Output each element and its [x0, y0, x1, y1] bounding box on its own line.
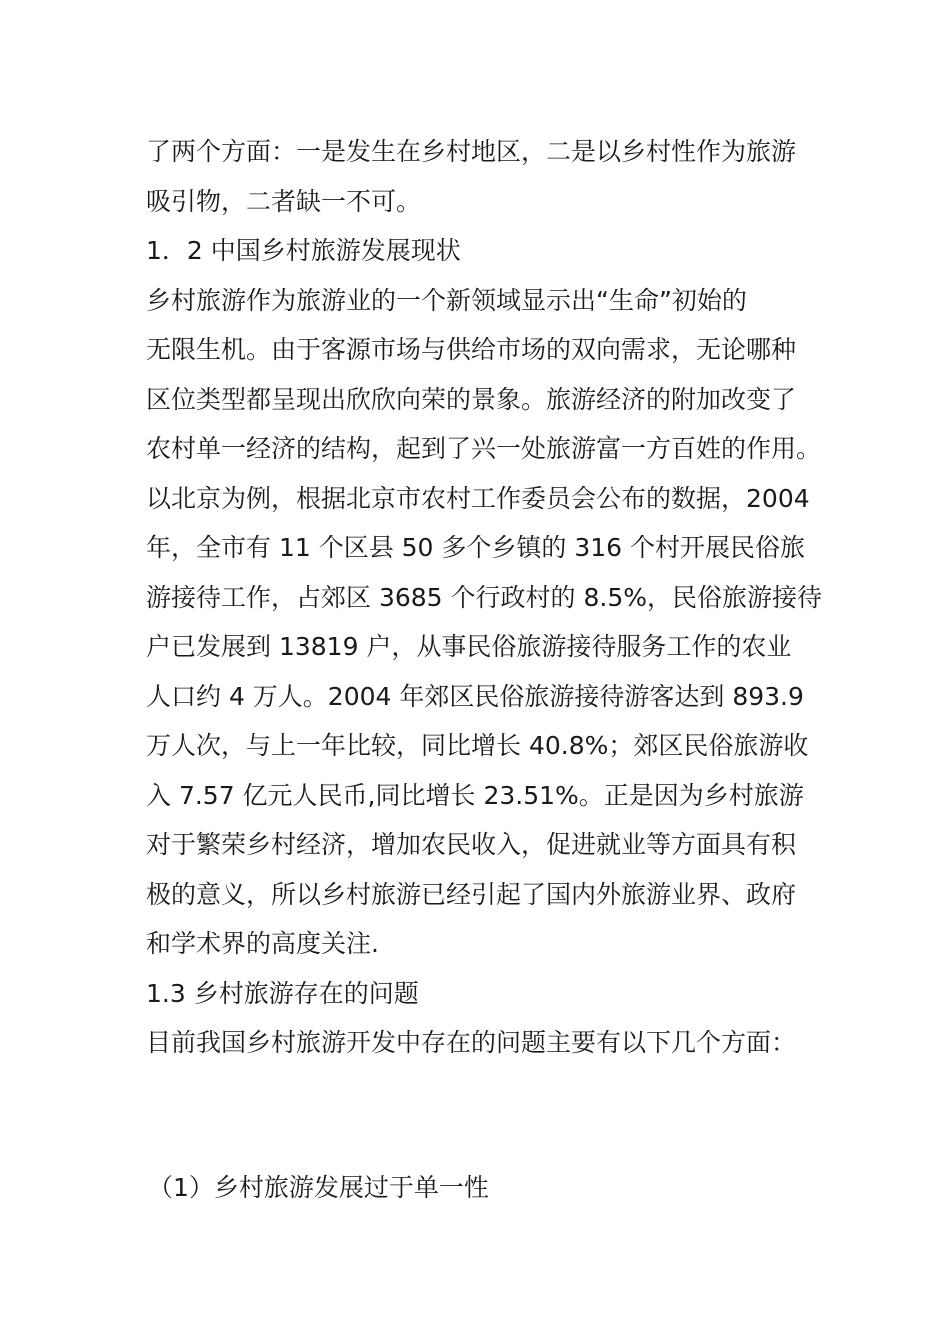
paragraph-line: 乡村旅游作为旅游业的一个新领域显示出“生命”初始的	[146, 285, 747, 315]
subsection-heading-1: （1）乡村旅游发展过于单一性	[148, 1172, 489, 1202]
section-heading-1-3: 1.3 乡村旅游存在的问题	[146, 978, 419, 1008]
paragraph-line: 万人次，与上一年比较，同比增长 40.8%；郊区民俗旅游收	[146, 731, 809, 760]
spacer	[146, 1068, 826, 1163]
paragraph-line: 人口约 4 万人。2004 年郊区民俗旅游接待游客达到 893.9	[146, 681, 804, 711]
paragraph-line: 和学术界的高度关注.	[146, 929, 379, 958]
paragraph-line: 游接待工作，占郊区 3685 个行政村的 8.5%，民俗旅游接待	[146, 582, 822, 612]
paragraph-line: 户已发展到 13819 户，从事民俗旅游接待服务工作的农业	[146, 632, 792, 661]
paragraph-line: 年，全市有 11 个区县 50 多个乡镇的 316 个村开展民俗旅	[146, 533, 806, 562]
body-text	[146, 127, 826, 1212]
paragraph-line: 了两个方面：一是发生在乡村地区，二是以乡村性作为旅游	[146, 137, 797, 166]
paragraph-line: 吸引物，二者缺一不可。	[146, 186, 422, 216]
paragraph-line: 农村单一经济的结构，起到了兴一处旅游富一方百姓的作用。	[146, 434, 822, 463]
section-heading-1-2: 1．2 中国乡村旅游发展现状	[146, 236, 461, 265]
paragraph-line: 极的意义，所以乡村旅游已经引起了国内外旅游业界、政府	[146, 879, 797, 909]
paragraph-line: 目前我国乡村旅游开发中存在的问题主要有以下几个方面：	[146, 1028, 797, 1057]
paragraph-line: 无限生机。由于客源市场与供给市场的双向需求，无论哪种	[146, 335, 797, 364]
paragraph-line: 以北京为例，根据北京市农村工作委员会公布的数据，2004	[146, 483, 810, 513]
paragraph-line: 区位类型都呈现出欣欣向荣的景象。旅游经济的附加改变了	[146, 384, 797, 414]
paragraph-line: 对于繁荣乡村经济，增加农民收入，促进就业等方面具有积	[146, 830, 797, 859]
paragraph-line: 入 7.57 亿元人民币,同比增长 23.51%。正是因为乡村旅游	[146, 780, 804, 810]
